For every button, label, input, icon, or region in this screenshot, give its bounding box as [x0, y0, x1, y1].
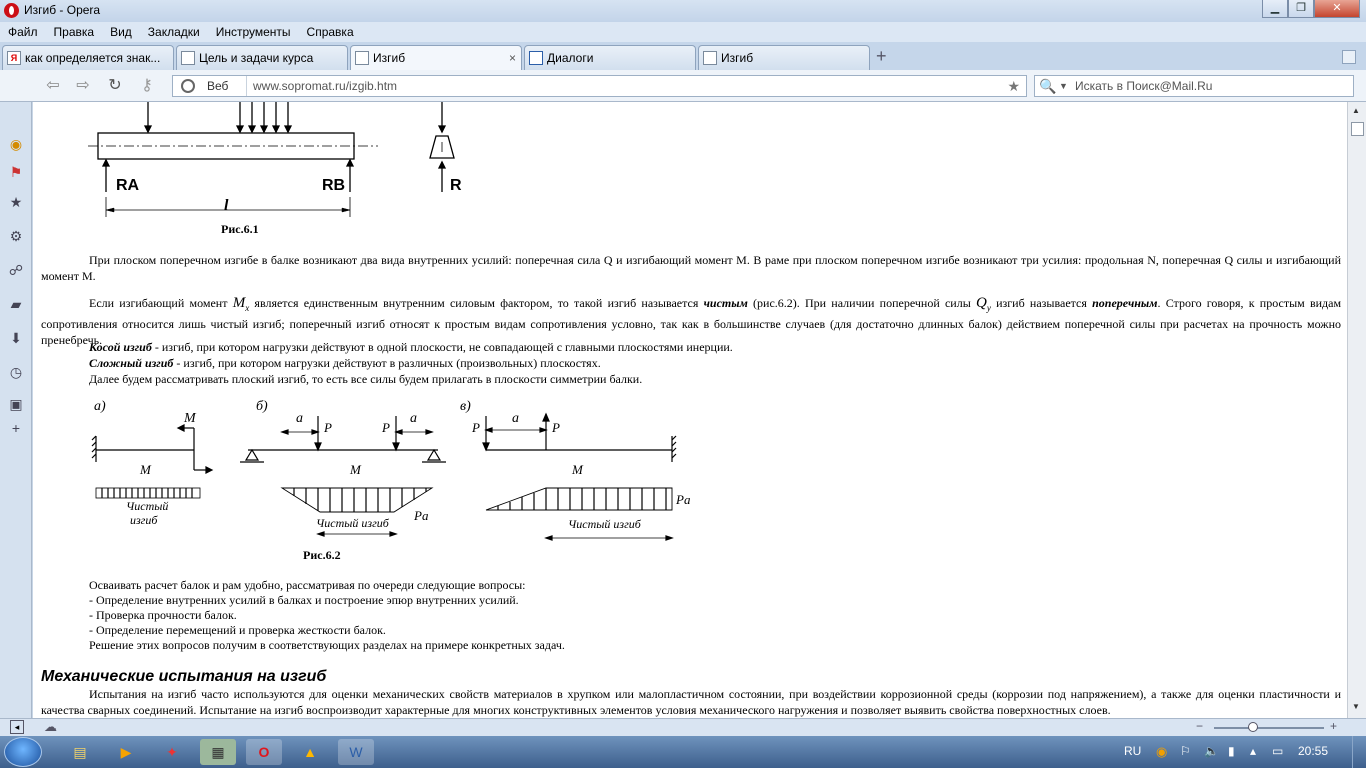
- page-icon: [181, 51, 195, 65]
- close-icon[interactable]: ✕: [1314, 0, 1360, 18]
- bookmarks-star-icon[interactable]: ★: [9, 194, 23, 210]
- bookmark-star-icon[interactable]: ★: [1007, 78, 1020, 94]
- reload-icon[interactable]: ↻: [108, 77, 122, 94]
- paragraph-internal-forces: При плоском поперечном изгибе в балке возникают два вида внутренних усилий: поперечная сила Q и изгибающий момент M. В раме при плоском поперечном изгибе возникают три усилия: продольная N, поперечная Q силы и изгибающий момент M.: [41, 253, 1341, 283]
- clock[interactable]: 20:55: [1298, 744, 1329, 758]
- turbo-cloud-icon[interactable]: ☁: [44, 719, 57, 734]
- menu-file[interactable]: Файл: [8, 25, 38, 39]
- address-field[interactable]: [172, 75, 1027, 97]
- fig2-b-p-left: P: [324, 420, 332, 435]
- explorer-folder-icon[interactable]: ▤: [73, 744, 87, 760]
- status-bar: [0, 718, 1366, 736]
- scroll-up-icon[interactable]: ▲: [1352, 106, 1360, 115]
- downloads-icon[interactable]: ⬇: [10, 330, 22, 346]
- figure-6-1-caption: Рис.6.1: [221, 222, 259, 236]
- fig2-c-p-left: P: [472, 420, 480, 435]
- term-pure: чистым: [703, 296, 748, 310]
- para2-text-b: является единственным внутренним силовым фактором, то такой изгиб называется: [254, 296, 699, 310]
- zoom-slider-handle[interactable]: [1248, 722, 1258, 732]
- mx-symbol: $M_x$: [232, 295, 250, 313]
- fig2-c-a-label: a: [512, 411, 519, 426]
- para2-text-a: Если изгибающий момент: [89, 296, 228, 310]
- vertical-scrollbar[interactable]: [1347, 102, 1366, 718]
- section-heading: Механические испытания на изгиб: [41, 668, 327, 685]
- new-tab-icon[interactable]: +: [876, 46, 887, 66]
- word-icon[interactable]: W: [338, 739, 374, 765]
- fig2-b-pa-label: Pa: [414, 508, 429, 523]
- app-icon[interactable]: ✦: [166, 744, 178, 760]
- unite-icon[interactable]: ☍: [8, 262, 24, 278]
- fig2-b-pure-label: Чистый изгиб: [316, 516, 389, 530]
- zoom-in-icon[interactable]: +: [1330, 719, 1338, 733]
- menu-bookmarks[interactable]: Закладки: [147, 25, 200, 39]
- list-outro: Решение этих вопросов получим в соответствующих разделах на примере конкретных задач.: [89, 638, 565, 652]
- panels-icon[interactable]: ▣: [9, 396, 23, 412]
- yandex-icon: Я: [7, 51, 21, 65]
- para2-text-e: . Строго говоря, к простым видам сопротивления относится лишь чистый изгиб; поперечный изгиб относят к простым видам сопротивления условно, так как в большинстве случаев (для достаточно длинных балок) действием поперечной силы при расчетах на прочность можно пренебречь.: [41, 296, 1342, 347]
- fig2-b-a-right: a: [410, 411, 417, 426]
- search-field[interactable]: [1034, 75, 1354, 97]
- menu-help[interactable]: Справка: [306, 25, 354, 39]
- fig2-c-pa-label: Pa: [676, 492, 691, 507]
- scroll-down-icon[interactable]: ▼: [1352, 702, 1360, 711]
- fig2-b-a-left: a: [296, 411, 303, 426]
- tab-close-icon[interactable]: ×: [508, 51, 516, 65]
- address-url[interactable]: www.sopromat.ru/izgib.htm: [253, 79, 398, 93]
- panel-toggle-icon[interactable]: ◂: [10, 720, 24, 734]
- figure-6-1: [88, 102, 488, 237]
- figure-6-2: [88, 396, 708, 546]
- fig2-c-p-right: P: [552, 420, 560, 435]
- media-player-icon[interactable]: ▶: [120, 744, 132, 760]
- language-indicator[interactable]: RU: [1124, 744, 1142, 758]
- search-engine-icon[interactable]: 🔍: [1039, 78, 1057, 94]
- fig2-c-m-label: M: [572, 462, 583, 477]
- fig2-a-moment-label: M: [184, 411, 196, 426]
- window-title: Изгиб - Opera: [24, 3, 101, 17]
- fig1-l-label: l: [224, 197, 229, 214]
- fig2-b-p-right: P: [382, 420, 390, 435]
- paragraph-mechanical-tests: Испытания на изгиб часто используются для оценки механических свойств материалов в хрупком или малопластичном состоянии, при воздействии коррозионной среды (коррозии под напряжением), а также для оценки пластичности и качества сварных соединений. Испытание на изгиб воспроизводит характерные для многих конструктивных элементов условия механического нагружения и позволяет выявить свойства поверхностных слоев.: [41, 687, 1341, 717]
- wifi-icon[interactable]: ▴: [1250, 744, 1257, 758]
- maximize-icon[interactable]: ❐: [1288, 0, 1314, 18]
- qy-symbol: $Q_y$: [976, 295, 991, 313]
- list-intro: Осваивать расчет балок и рам удобно, рассматривая по очереди следующие вопросы:: [89, 578, 526, 592]
- para2-text-d: изгиб называется: [996, 296, 1087, 310]
- tab-label: Изгиб: [721, 51, 754, 65]
- chevron-down-icon[interactable]: ▼: [1059, 81, 1068, 91]
- zoom-slider[interactable]: [1214, 727, 1324, 729]
- fig1-r-label: R: [450, 177, 462, 194]
- page-content: [33, 102, 1347, 718]
- page-icon: [703, 51, 717, 65]
- menu-view[interactable]: Вид: [110, 25, 132, 39]
- fig2-b-m-label: M: [350, 462, 361, 477]
- tab-izgib-2[interactable]: [698, 45, 870, 70]
- fig1-rb-label: RB: [322, 177, 346, 194]
- tab-label: Изгиб: [373, 51, 406, 65]
- zoom-out-icon[interactable]: −: [1196, 719, 1204, 733]
- opera-taskbar-icon[interactable]: O: [246, 739, 282, 765]
- scroll-thumb[interactable]: [1351, 122, 1364, 136]
- show-desktop-button[interactable]: [1352, 736, 1366, 768]
- menu-bar: [0, 22, 1366, 42]
- fig2-a-bending-label: изгиб: [130, 513, 158, 527]
- forward-icon[interactable]: ⇨: [76, 77, 90, 94]
- tab-bar: [0, 42, 1366, 70]
- archiver-icon[interactable]: ▲: [303, 744, 317, 760]
- page-icon: [355, 51, 369, 65]
- list-item: - Проверка прочности балок.: [89, 608, 237, 622]
- para2-text-c: (рис.6.2). При наличии поперечной силы: [753, 296, 971, 310]
- tab-label: как определяется знак...: [25, 51, 161, 65]
- key-icon[interactable]: ⚷: [141, 77, 153, 94]
- history-clock-icon[interactable]: ◷: [9, 364, 23, 380]
- fig1-ra-label: RA: [116, 177, 140, 194]
- notes-icon[interactable]: ▰: [10, 296, 22, 312]
- tray-icon[interactable]: ◉: [1156, 744, 1168, 759]
- menu-tools[interactable]: Инструменты: [215, 25, 291, 39]
- tab-menu-icon[interactable]: [1342, 50, 1356, 64]
- tab-label: Цель и задачи курса: [199, 51, 314, 65]
- mail-icon[interactable]: ◉: [9, 136, 23, 152]
- address-toolbar: [0, 70, 1366, 102]
- minimize-icon[interactable]: ▁: [1262, 0, 1288, 18]
- line-plane-bending: Далее будем рассматривать плоский изгиб, то есть все силы будем прилагать в плоскости симметрии балки.: [89, 372, 643, 386]
- flag-icon[interactable]: ⚐: [1180, 744, 1191, 758]
- opera-logo-icon[interactable]: [4, 3, 19, 18]
- volume-icon[interactable]: 🔈: [1204, 744, 1219, 758]
- figure-6-2-caption: Рис.6.2: [303, 548, 341, 562]
- tab-course[interactable]: [176, 45, 348, 70]
- address-web-label: Веб: [173, 76, 247, 96]
- fig2-a-m-label: M: [140, 462, 151, 477]
- settings-gear-icon[interactable]: ⚙: [9, 228, 23, 244]
- tab-label: Диалоги: [547, 51, 594, 65]
- feed-icon[interactable]: ⚑: [9, 164, 23, 180]
- term-transverse: поперечным: [1092, 296, 1158, 310]
- tab-dialogs[interactable]: [524, 45, 696, 70]
- fig2-c-label: в): [460, 399, 471, 414]
- add-panel-icon[interactable]: +: [11, 420, 21, 436]
- list-item: - Определение внутренних усилий в балках и построение эпюр внутренних усилий.: [89, 593, 519, 607]
- back-icon[interactable]: ⇦: [46, 77, 60, 94]
- tab-yandex[interactable]: [2, 45, 174, 70]
- side-panel: [0, 102, 32, 718]
- line-oblique-bending: Косой изгиб - изгиб, при котором нагрузки действуют в одной плоскости, не совпадающей с главными плоскостями инерции.: [89, 340, 733, 354]
- battery-icon[interactable]: ▭: [1272, 744, 1284, 758]
- start-button-icon[interactable]: [4, 737, 42, 767]
- title-bar: [0, 0, 1366, 22]
- board-icon[interactable]: ▦: [200, 739, 236, 765]
- dialog-icon: [529, 51, 543, 65]
- menu-edit[interactable]: Правка: [53, 25, 95, 39]
- fig2-b-label: б): [256, 399, 268, 414]
- network-icon[interactable]: ▮: [1228, 744, 1235, 758]
- fig2-c-pure-label: Чистый изгиб: [568, 517, 641, 531]
- fig2-a-pure-label: Чистый: [126, 499, 169, 513]
- windows-taskbar: [0, 736, 1366, 768]
- line-complex-bending: Сложный изгиб - изгиб, при котором нагрузки действуют в различных (произвольных) плоскостях.: [89, 356, 601, 370]
- search-placeholder: Искать в Поиск@Mail.Ru: [1075, 79, 1213, 93]
- fig2-a-label: a): [94, 399, 106, 414]
- tab-izgib-active[interactable]: [350, 45, 522, 70]
- list-item: - Определение перемещений и проверка жесткости балок.: [89, 623, 386, 637]
